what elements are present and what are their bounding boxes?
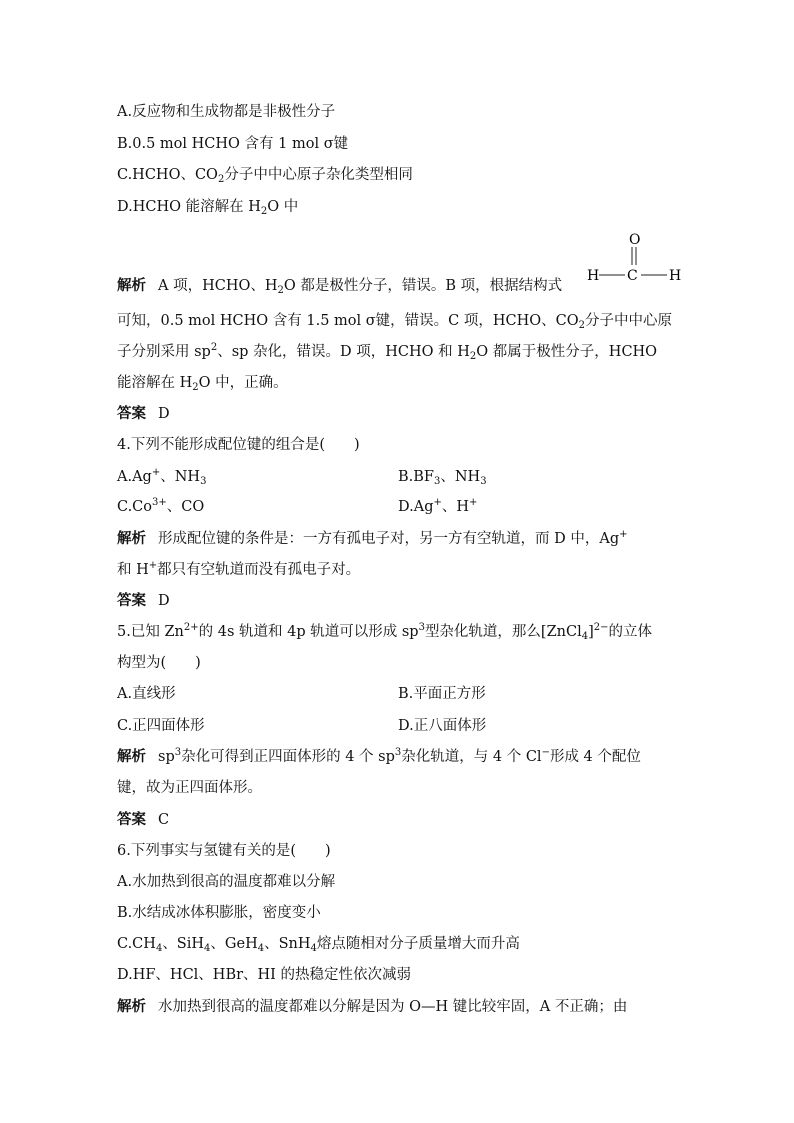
q4-option-c: $C.Co^{3+}$、CO (117, 497, 205, 515)
analysis-label: 解析 (117, 277, 146, 294)
q6-option-c: $C.CH_4$、SiH$_4$、GeH$_4$、SnH$_4$熔点随相对分子质量增大而升高 (117, 936, 520, 954)
q3-option-d: D.HCHO 能溶解在 $H_2O$ 中 (117, 199, 299, 217)
struct-h-left: H (587, 268, 600, 284)
struct-o: O (629, 232, 641, 248)
q5-option-b: B.平面正方形 (398, 686, 486, 702)
q6-option-a: A.水加热到很高的温度都难以分解 (117, 874, 336, 890)
q5-option-a: A.直线形 (117, 686, 176, 702)
q4-option-a: A.Ag+、$NH_3$ (117, 467, 207, 487)
q3-answer: 答案 D (117, 405, 170, 422)
q6-stem: 6.下列事实与氢键有关的是( ) (117, 843, 331, 859)
hcho-structure-diagram (585, 228, 685, 292)
q5-stem-line2: 构型为( ) (117, 655, 201, 671)
q4-analysis-line2: 和 H+都只有空轨道而没有孤电子对。 (117, 560, 361, 578)
q5-analysis-line2: 键，故为正四面体形。 (117, 780, 262, 796)
q3-analysis-line2: 可知，0.5 mol HCHO 含有 1.5 mol σ键，错误。C 项，HCHO、$CO_2$分子中中心原 (117, 313, 673, 331)
q3-analysis-line4: 能溶解在 $H_2O$ 中，正确。 (117, 375, 288, 393)
q4-option-d: D.Ag+、H+ (398, 497, 478, 515)
q3-analysis-line3: 子分别采用 $sp^2$、sp 杂化，错误。D 项，HCHO 和 $H_2O$ 都属于极性分子，HCHO (117, 342, 658, 362)
q5-stem-line1: 5.已知 $Zn^{2+}$的 4s 轨道和 4p 轨道可以形成 $sp^3$型杂化轨道，那么[ZnCl$_4$]$^{2-}$的立体 (117, 622, 653, 642)
q3-option-a: A.反应物和生成物都是非极性分子 (117, 104, 336, 120)
q5-option-d: D.正八面体形 (398, 718, 487, 734)
q5-answer: 答案 C (117, 811, 170, 828)
struct-c: C (627, 268, 638, 284)
q4-answer: 答案 D (117, 592, 170, 609)
q4-analysis-line1: 解析 形成配位键的条件是：一方有孤电子对，另一方有空轨道，而 D 中，Ag+ (117, 529, 628, 547)
q4-stem: 4.下列不能形成配位键的组合是( ) (117, 437, 360, 453)
q3-option-b: B.0.5 mol HCHO 含有 1 mol σ键 (117, 136, 349, 152)
q6-analysis-line1: 解析 水加热到很高的温度都难以分解是因为 O—H 键比较牢固，A 不正确；由 (117, 998, 628, 1015)
q3-analysis-line1: 解析 A 项，HCHO、$H_2O$ 都是极性分子，错误。B 项，根据结构式 (117, 277, 563, 296)
q6-option-d: D.HF、HCl、HBr、HI 的热稳定性依次减弱 (117, 967, 412, 983)
struct-h-right: H (669, 268, 682, 284)
q6-option-b: B.水结成冰体积膨胀，密度变小 (117, 905, 321, 921)
q5-analysis-line1: 解析 $sp^3$杂化可得到正四面体形的 4 个 $sp^3$杂化轨道，与 4 个 Cl−形成 4 个配位 (117, 747, 641, 765)
q5-option-c: C.正四面体形 (117, 718, 205, 734)
q3-option-c: C.HCHO、$CO_2$分子中中心原子杂化类型相同 (117, 167, 413, 185)
q4-option-b: $B.BF_3$、$NH_3$ (398, 469, 487, 487)
